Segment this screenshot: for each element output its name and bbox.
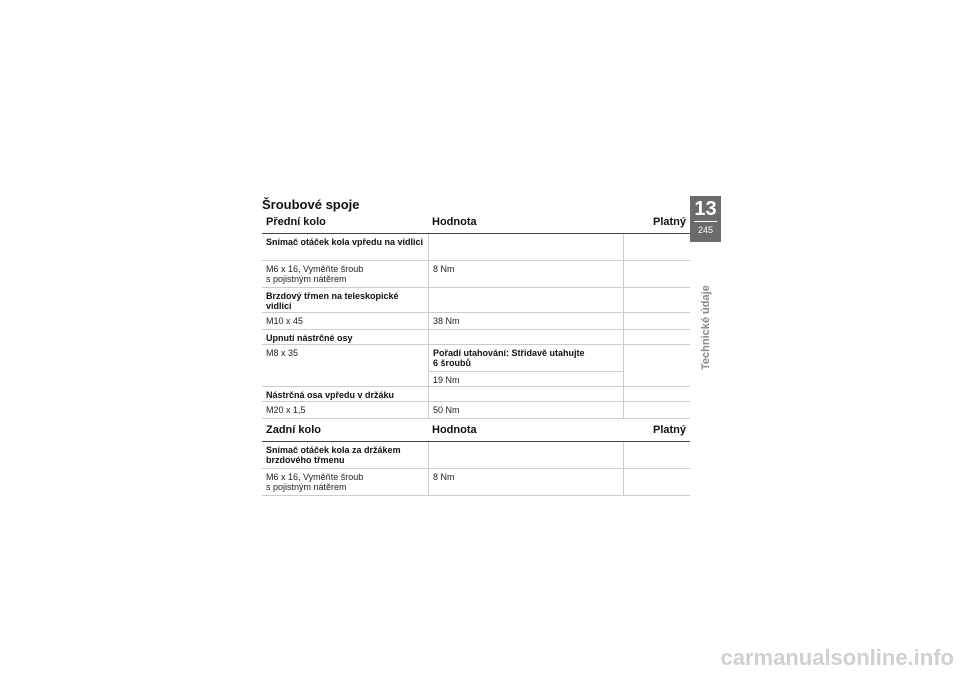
component-name: Snímač otáček kola za držákem brzdového třmenu — [262, 442, 429, 468]
component-name: Snímač otáček kola vpředu na vidlici — [262, 234, 429, 260]
header-col-value: Hodnota — [432, 216, 477, 228]
header-col-component: Zadní kolo — [266, 424, 321, 436]
table-row — [262, 442, 690, 469]
table-row — [262, 345, 690, 387]
torque-value: 8 Nm — [429, 261, 624, 287]
table-row — [262, 313, 690, 330]
fastener-spec: M10 x 45 — [262, 313, 429, 329]
fastener-spec: M6 x 16, Vyměňte šroub s pojistným nátěrem — [262, 261, 429, 287]
fastener-spec: M8 x 35 — [262, 345, 429, 386]
torque-table — [262, 211, 690, 496]
chapter-tab — [690, 196, 721, 242]
table-header-rear — [262, 419, 690, 442]
table-row — [262, 234, 690, 261]
chapter-label: Technické údaje — [700, 285, 712, 370]
fastener-spec: M20 x 1,5 — [262, 402, 429, 418]
table-header-front — [262, 211, 690, 234]
torque-value: 50 Nm — [429, 402, 624, 418]
divider — [694, 221, 717, 222]
component-name: Upnutí nástrčné osy — [262, 330, 429, 344]
page-number: 245 — [697, 225, 714, 235]
header-col-value: Hodnota — [432, 424, 477, 436]
table-row — [262, 288, 690, 313]
watermark: carmanualsonline.info — [720, 645, 954, 670]
torque-value: Pořadí utahování: Střídavě utahujte 6 šroubů 19 Nm — [429, 345, 624, 386]
table-row — [262, 330, 690, 345]
component-name: Nástrčná osa vpředu v držáku — [262, 387, 429, 401]
header-col-component: Přední kolo — [266, 216, 326, 228]
torque-value: 38 Nm — [429, 313, 624, 329]
component-name: Brzdový třmen na teleskopické vidlici — [262, 288, 429, 312]
table-row — [262, 387, 690, 402]
table-row — [262, 402, 690, 419]
torque-value: 8 Nm — [429, 469, 624, 495]
chapter-number: 13 — [694, 198, 717, 220]
page-title: Šroubové spoje — [262, 197, 360, 212]
fastener-spec: M6 x 16, Vyměňte šroub s pojistným nátěrem — [262, 469, 429, 495]
header-col-valid: Platný — [652, 424, 686, 436]
table-row — [262, 469, 690, 496]
table-row — [262, 261, 690, 288]
header-col-valid: Platný — [652, 216, 686, 228]
